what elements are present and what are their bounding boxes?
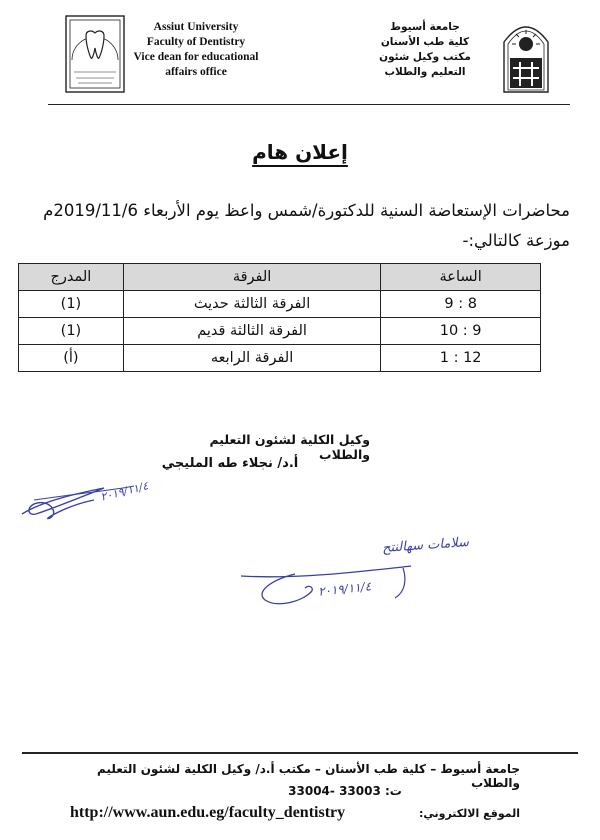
- signatory-name: أ.د/ نجلاء طه المليجي: [161, 456, 299, 471]
- handwritten-date-1: ٢٠١٩/١١/٤: [99, 479, 150, 504]
- cell-group: الفرقة الثالثة قديم: [123, 318, 380, 345]
- signatory-title: وكيل الكلية لشئون التعليم والطلاب: [209, 432, 370, 462]
- cell-group: الفرقة الرابعه: [123, 345, 380, 372]
- header-ar-line: كلية طب الأسنان: [380, 36, 470, 48]
- header-group: الفرقة: [123, 264, 380, 291]
- footer-address: جامعة أسيوط – كلية طب الأسنان – مكتب أ.د/ وكيل الكلية لشئون التعليم والطلاب: [97, 762, 520, 790]
- lecture-schedule-table: [18, 263, 541, 372]
- header-english: [128, 20, 264, 80]
- cell-group: الفرقة الثالثة حديث: [123, 291, 380, 318]
- header-en-line: Assiut University: [153, 21, 239, 33]
- university-seal-logo: [500, 16, 552, 94]
- handwritten-note: سلامات سهالنتح: [381, 534, 470, 557]
- table-row: [19, 291, 541, 318]
- cell-time: 9 : 8: [381, 291, 541, 318]
- table-row: [19, 345, 541, 372]
- header-en-line: Faculty of Dentistry: [146, 36, 246, 48]
- faculty-seal-logo: [64, 14, 126, 94]
- announcement-text: محاضرات الإستعاضة السنية للدكتورة/شمس واعظ يوم الأربعاء 2019/11/6م موزعة كالتالي:-: [43, 201, 570, 250]
- header-ar-line: مكتب وكيل شئون: [379, 51, 471, 63]
- cell-hall: (أ): [19, 345, 124, 372]
- table-row: [19, 318, 541, 345]
- header-ar-line: جامعة أسيوط: [390, 21, 460, 33]
- website-url[interactable]: http://www.aun.edu.eg/faculty_dentistry: [70, 804, 346, 821]
- page-title: إعلان هام: [252, 140, 348, 164]
- footer-website: [70, 804, 520, 826]
- cell-time: 1 : 12: [381, 345, 541, 372]
- website-label: الموقع الالكتروني:: [418, 807, 520, 820]
- header-ar-line: التعليم والطلاب: [384, 66, 466, 78]
- faculty-of-dentistry-seal-icon: [64, 14, 126, 94]
- footer-divider: [22, 752, 578, 754]
- header-en-line: Vice dean for educational: [133, 51, 259, 63]
- header-arabic: [358, 20, 492, 80]
- header-time: الساعة: [381, 264, 541, 291]
- table-header-row: [19, 264, 541, 291]
- assiut-university-seal-icon: [500, 16, 552, 94]
- cell-hall: (1): [19, 291, 124, 318]
- handwritten-date-2: ٢٠١٩/١١/٤: [317, 579, 372, 599]
- footer-phone: ت: 33003 -33004: [288, 784, 402, 798]
- cell-hall: (1): [19, 318, 124, 345]
- header-hall: المدرج: [19, 264, 124, 291]
- cell-time: 10 : 9: [381, 318, 541, 345]
- header-divider: [48, 104, 570, 105]
- header-en-line: affairs office: [165, 66, 227, 78]
